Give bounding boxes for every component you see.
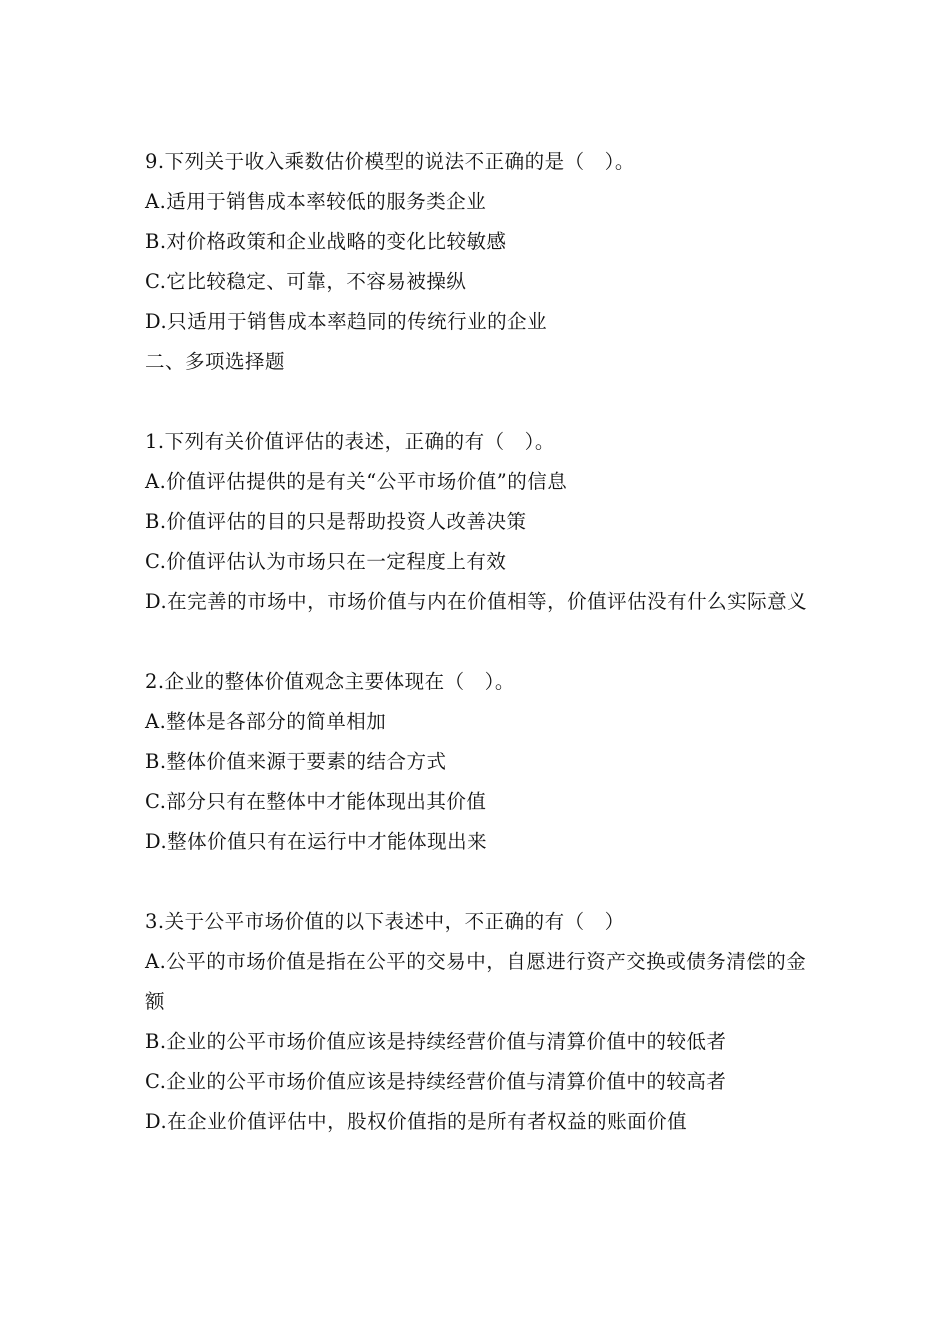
option-a: A.适用于销售成本率较低的服务类企业 xyxy=(145,190,487,213)
question-stem: 9.下列关于收入乘数估价模型的说法不正确的是（ ）。 xyxy=(145,150,635,173)
spacer xyxy=(145,862,825,902)
option-b: B.整体价值来源于要素的结合方式 xyxy=(145,750,447,773)
section-heading: 二、多项选择题 xyxy=(145,350,286,373)
question-stem: 1.下列有关价值评估的表述，正确的有（ ）。 xyxy=(145,430,555,453)
option-c: C.企业的公平市场价值应该是持续经营价值与清算价值中的较高者 xyxy=(145,1070,727,1093)
multi-question-2 xyxy=(145,662,825,862)
question-9 xyxy=(145,142,825,342)
option-b: B.企业的公平市场价值应该是持续经营价值与清算价值中的较低者 xyxy=(145,1030,727,1053)
spacer xyxy=(145,382,825,422)
option-d: D.整体价值只有在运行中才能体现出来 xyxy=(145,830,488,853)
multi-question-3 xyxy=(145,902,825,1142)
document-body xyxy=(145,142,825,1142)
multi-question-1 xyxy=(145,422,825,622)
option-a: A.整体是各部分的简单相加 xyxy=(145,710,387,733)
question-stem: 3.关于公平市场价值的以下表述中，不正确的有（ ） xyxy=(145,910,625,933)
option-d: D.只适用于销售成本率趋同的传统行业的企业 xyxy=(145,310,548,333)
option-b: B.对价格政策和企业战略的变化比较敏感 xyxy=(145,230,507,253)
option-c: C.它比较稳定、可靠，不容易被操纵 xyxy=(145,270,467,293)
option-c: C.价值评估认为市场只在一定程度上有效 xyxy=(145,550,507,573)
question-stem: 2.企业的整体价值观念主要体现在（ ）。 xyxy=(145,670,515,693)
option-b: B.价值评估的目的只是帮助投资人改善决策 xyxy=(145,510,527,533)
option-d: D.在企业价值评估中，股权价值指的是所有者权益的账面价值 xyxy=(145,1110,688,1133)
option-a: A.价值评估提供的是有关“公平市场价值”的信息 xyxy=(145,470,568,493)
spacer xyxy=(145,622,825,662)
option-d: D.在完善的市场中，市场价值与内在价值相等，价值评估没有什么实际意义 xyxy=(145,590,808,613)
option-c: C.部分只有在整体中才能体现出其价值 xyxy=(145,790,487,813)
option-a: A.公平的市场价值是指在公平的交易中，自愿进行资产交换或债务清偿的金额 xyxy=(145,950,807,1013)
